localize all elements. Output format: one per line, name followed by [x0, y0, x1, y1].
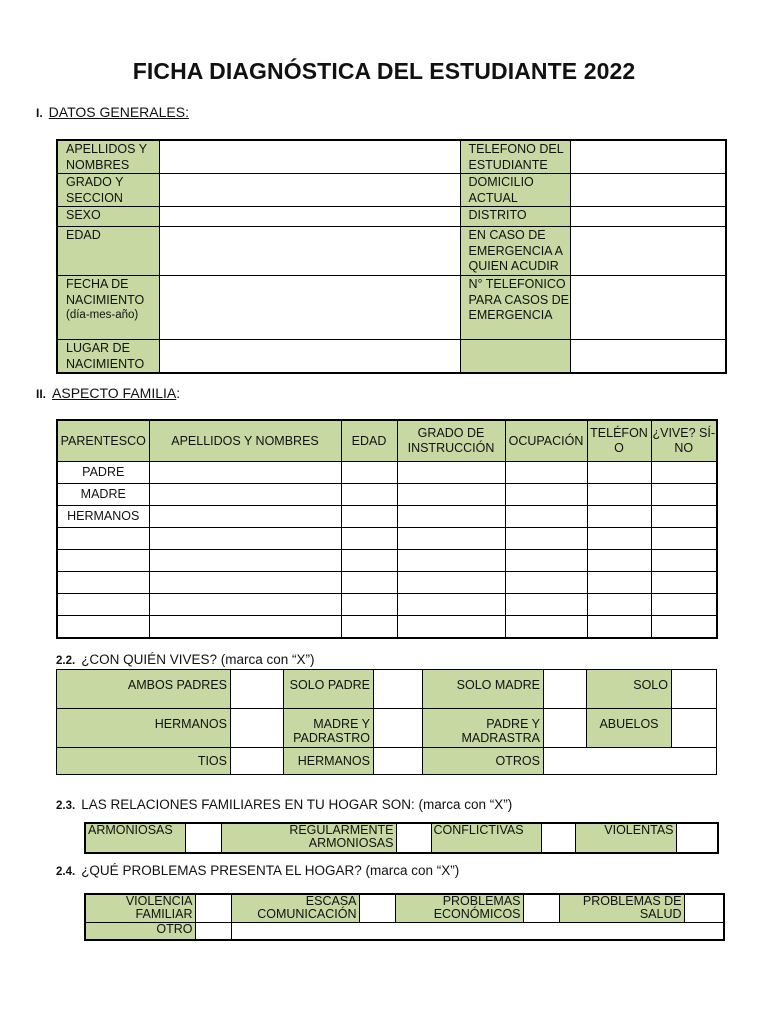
- cell[interactable]: [341, 594, 397, 616]
- field-distrito[interactable]: [570, 207, 726, 227]
- option-conflictivas: CONFLICTIVAS: [431, 823, 541, 853]
- section-1-title: DATOS GENERALES:: [48, 104, 189, 120]
- cell[interactable]: [341, 484, 397, 506]
- option-otro: OTRO: [85, 922, 195, 940]
- col-vive: ¿VIVE? SÍ-NO: [651, 420, 717, 462]
- option-solo-padre: SOLO PADRE: [284, 670, 374, 709]
- option-padre-madrastra: PADRE Y MADRASTRA: [423, 709, 544, 748]
- label-domicilio: DOMICILIO ACTUAL: [460, 174, 570, 207]
- checkbox-violentas[interactable]: [676, 823, 718, 853]
- option-violentas: VIOLENTAS: [575, 823, 676, 853]
- label-contacto-emergencia: EN CASO DE EMERGENCIA A QUIEN ACUDIR: [460, 227, 570, 276]
- q24-text: ¿QUÉ PROBLEMAS PRESENTA EL HOGAR? (marca con “X”): [81, 863, 460, 878]
- cell[interactable]: [505, 484, 587, 506]
- q23-text: LAS RELACIONES FAMILIARES EN TU HOGAR SON: (marca con “X”): [81, 797, 513, 812]
- cell[interactable]: [149, 616, 341, 639]
- field-edad[interactable]: [159, 227, 460, 276]
- section-2-number: II.: [36, 387, 47, 401]
- option-hermanos-2: HERMANOS: [284, 748, 374, 775]
- home-problems-table: [84, 893, 725, 941]
- row-parentesco[interactable]: [57, 550, 149, 572]
- cell[interactable]: [651, 572, 717, 594]
- option-problemas-salud: PROBLEMAS DE SALUD: [559, 894, 684, 922]
- cell[interactable]: [149, 572, 341, 594]
- cell[interactable]: [149, 594, 341, 616]
- cell[interactable]: [587, 462, 651, 484]
- checkbox-regularmente-armoniosas[interactable]: [396, 823, 431, 853]
- option-madre-padrastro: MADRE Y PADRASTRO: [284, 709, 374, 748]
- cell[interactable]: [397, 462, 505, 484]
- q23-number: 2.3.: [56, 800, 76, 812]
- option-ambos-padres: AMBOS PADRES: [57, 670, 231, 709]
- field-contacto-emergencia[interactable]: [570, 227, 726, 276]
- checkbox-padre-madrastra[interactable]: [544, 709, 587, 748]
- checkbox-armoniosas[interactable]: [185, 823, 221, 853]
- cell[interactable]: [651, 462, 717, 484]
- checkbox-violencia-familiar[interactable]: [195, 894, 231, 922]
- cell[interactable]: [505, 506, 587, 528]
- checkbox-solo[interactable]: [672, 670, 717, 709]
- section-2-suffix: :: [176, 385, 181, 401]
- checkbox-madre-padrastro[interactable]: [374, 709, 423, 748]
- cell[interactable]: [397, 572, 505, 594]
- cell[interactable]: [397, 550, 505, 572]
- option-regularmente-armoniosas: REGULARMENTE ARMONIOSAS: [221, 823, 396, 853]
- cell[interactable]: [651, 550, 717, 572]
- cell[interactable]: [587, 594, 651, 616]
- checkbox-problemas-economicos[interactable]: [523, 894, 559, 922]
- general-data-table: [56, 139, 727, 374]
- cell[interactable]: [587, 572, 651, 594]
- cell[interactable]: [149, 528, 341, 550]
- cell[interactable]: [397, 506, 505, 528]
- cell[interactable]: [587, 616, 651, 639]
- cell[interactable]: [587, 550, 651, 572]
- cell[interactable]: [651, 616, 717, 639]
- cell[interactable]: [341, 550, 397, 572]
- cell[interactable]: [587, 506, 651, 528]
- cell[interactable]: [341, 572, 397, 594]
- lives-with-table: [56, 669, 717, 775]
- checkbox-problemas-salud[interactable]: [684, 894, 724, 922]
- option-violencia-familiar: VIOLENCIA FAMILIAR: [85, 894, 195, 922]
- row-parentesco[interactable]: [57, 594, 149, 616]
- cell[interactable]: [149, 550, 341, 572]
- checkbox-hermanos-2[interactable]: [374, 748, 423, 775]
- field-otro[interactable]: [231, 922, 724, 940]
- label-edad: EDAD: [57, 227, 159, 276]
- checkbox-solo-padre[interactable]: [374, 670, 423, 709]
- cell[interactable]: [505, 572, 587, 594]
- table-row: [57, 506, 717, 528]
- field-fecha-nacimiento[interactable]: [159, 276, 460, 340]
- label-sexo: SEXO: [57, 207, 159, 227]
- field-apellidos-nombres[interactable]: [159, 140, 460, 174]
- row-parentesco: PADRE: [57, 462, 149, 484]
- q24-heading: [56, 863, 459, 878]
- table-row: [57, 550, 717, 572]
- checkbox-hermanos[interactable]: [231, 709, 284, 748]
- section-2-heading: [36, 385, 180, 401]
- option-tios: TIOS: [57, 748, 231, 775]
- cell[interactable]: [149, 462, 341, 484]
- cell[interactable]: [397, 528, 505, 550]
- cell[interactable]: [651, 484, 717, 506]
- cell[interactable]: [341, 506, 397, 528]
- cell[interactable]: [505, 462, 587, 484]
- cell[interactable]: [651, 594, 717, 616]
- field-lugar-nacimiento[interactable]: [159, 340, 460, 374]
- cell[interactable]: [341, 616, 397, 639]
- q22-text: ¿CON QUIÉN VIVES? (marca con “X”): [81, 652, 315, 667]
- row-parentesco[interactable]: [57, 572, 149, 594]
- field-telefono-estudiante[interactable]: [570, 140, 726, 174]
- cell[interactable]: [651, 506, 717, 528]
- table-row: [57, 462, 717, 484]
- cell[interactable]: [505, 528, 587, 550]
- row-parentesco[interactable]: [57, 616, 149, 639]
- checkbox-ambos-padres[interactable]: [231, 670, 284, 709]
- col-grado-instruccion: GRADO DE INSTRUCCIÓN: [397, 420, 505, 462]
- row-parentesco: HERMANOS: [57, 506, 149, 528]
- option-hermanos: HERMANOS: [57, 709, 231, 748]
- label-telefono-emergencia: N° TELEFONICO PARA CASOS DE EMERGENCIA: [460, 276, 570, 340]
- page-title: FICHA DIAGNÓSTICA DEL ESTUDIANTE 2022: [132, 58, 636, 84]
- q23-heading: [56, 797, 512, 812]
- row-parentesco: MADRE: [57, 484, 149, 506]
- cell[interactable]: [149, 506, 341, 528]
- option-otros: OTROS: [423, 748, 544, 775]
- label-distrito: DISTRITO: [460, 207, 570, 227]
- field-empty[interactable]: [570, 340, 726, 374]
- option-solo-madre: SOLO MADRE: [423, 670, 544, 709]
- cell[interactable]: [149, 484, 341, 506]
- col-ocupacion: OCUPACIÓN: [505, 420, 587, 462]
- cell[interactable]: [505, 594, 587, 616]
- label-apellidos-nombres: APELLIDOS Y NOMBRES: [57, 140, 159, 174]
- table-row: [57, 616, 717, 639]
- field-domicilio[interactable]: [570, 174, 726, 207]
- field-sexo[interactable]: [159, 207, 460, 227]
- field-telefono-emergencia[interactable]: [570, 276, 726, 340]
- cell[interactable]: [505, 616, 587, 639]
- checkbox-escasa-comunicacion[interactable]: [359, 894, 395, 922]
- section-1-heading: [36, 104, 189, 120]
- row-parentesco[interactable]: [57, 528, 149, 550]
- label-fecha-nacimiento: [57, 276, 159, 340]
- q22-heading: [56, 652, 314, 667]
- cell[interactable]: [397, 484, 505, 506]
- cell[interactable]: [505, 550, 587, 572]
- option-armoniosas: ARMONIOSAS: [85, 823, 185, 853]
- table-row: [57, 484, 717, 506]
- cell[interactable]: [587, 528, 651, 550]
- col-apellidos-nombres: APELLIDOS Y NOMBRES: [149, 420, 341, 462]
- section-1-number: I.: [36, 106, 43, 120]
- table-row: [57, 594, 717, 616]
- section-2-title: ASPECTO FAMILIA: [52, 385, 177, 401]
- cell[interactable]: [397, 616, 505, 639]
- cell[interactable]: [341, 462, 397, 484]
- col-telefono: TELÉFON O: [587, 420, 651, 462]
- q22-number: 2.2.: [56, 655, 76, 667]
- cell[interactable]: [587, 484, 651, 506]
- label-fecha-nacimiento-text: FECHA DE NACIMIENTO: [66, 277, 145, 307]
- cell[interactable]: [651, 528, 717, 550]
- option-problemas-economicos: PROBLEMAS ECONÓMICOS: [395, 894, 523, 922]
- option-solo: SOLO: [587, 670, 672, 709]
- col-edad: EDAD: [341, 420, 397, 462]
- relations-table: [84, 822, 719, 854]
- field-grado-seccion[interactable]: [159, 174, 460, 207]
- label-telefono-estudiante: TELEFONO DEL ESTUDIANTE: [460, 140, 570, 174]
- label-empty: [460, 340, 570, 374]
- q24-number: 2.4.: [56, 866, 76, 878]
- cell[interactable]: [341, 528, 397, 550]
- option-abuelos: ABUELOS: [587, 709, 672, 748]
- checkbox-solo-madre[interactable]: [544, 670, 587, 709]
- checkbox-otro[interactable]: [195, 922, 231, 940]
- label-grado-seccion: GRADO Y SECCION: [57, 174, 159, 207]
- option-escasa-comunicacion: ESCASA COMUNICACIÓN: [231, 894, 359, 922]
- field-otros[interactable]: [544, 748, 717, 775]
- cell[interactable]: [397, 594, 505, 616]
- col-parentesco: PARENTESCO: [57, 420, 149, 462]
- checkbox-conflictivas[interactable]: [541, 823, 575, 853]
- checkbox-tios[interactable]: [231, 748, 284, 775]
- label-fecha-nacimiento-note: (día-mes-año): [66, 309, 139, 321]
- checkbox-abuelos[interactable]: [672, 709, 717, 748]
- table-row: [57, 528, 717, 550]
- family-table: [56, 419, 718, 639]
- table-row: [57, 572, 717, 594]
- label-lugar-nacimiento: LUGAR DE NACIMIENTO: [57, 340, 159, 374]
